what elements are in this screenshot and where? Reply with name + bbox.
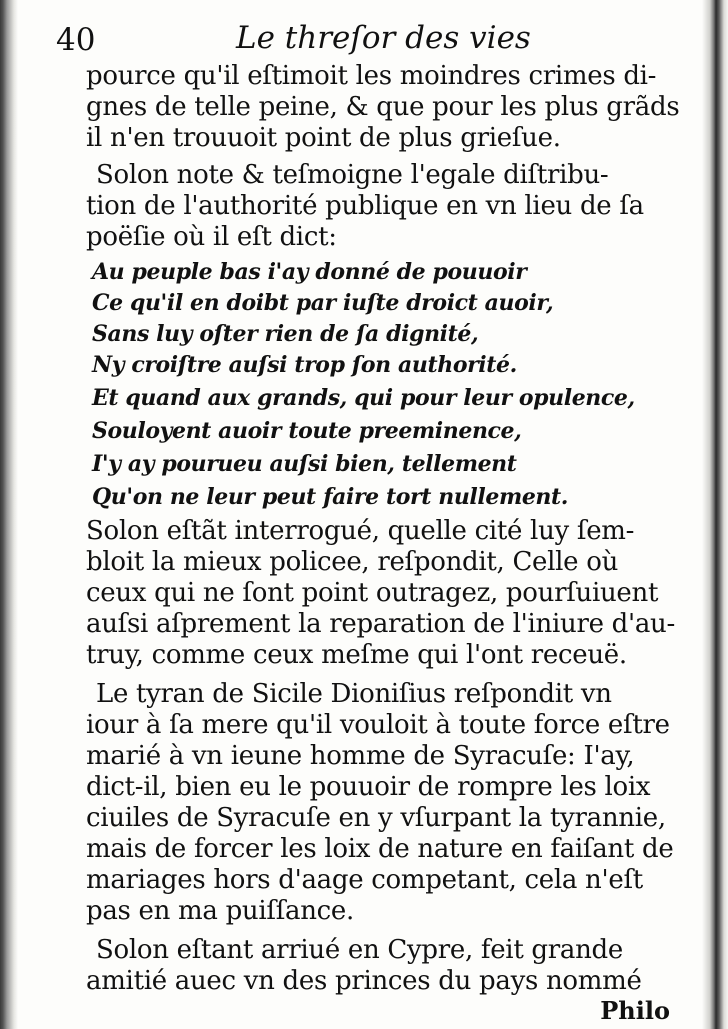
text-line: mais de forcer les loix de nature en faiſant de bbox=[86, 834, 674, 864]
catchword: Philo bbox=[600, 996, 670, 1025]
text-line: auſsi aſprement la reparation de l'iniure d'au- bbox=[86, 609, 675, 639]
text-line: gnes de telle peine, & que pour les plus grãds bbox=[86, 92, 680, 122]
text-line: ciuiles de Syracuſe en y vſurpant la tyrannie, bbox=[86, 803, 666, 833]
text-line: amitié auec vn des princes du pays nommé bbox=[86, 966, 642, 996]
verse-line: Et quand aux grands, qui pour leur opulence, bbox=[92, 385, 635, 411]
text-line: Solon note & teſmoigne l'egale diſtribu- bbox=[96, 160, 609, 190]
running-header bbox=[56, 20, 656, 60]
verse-line: Sans luy oſter rien de ſa dignité, bbox=[92, 321, 479, 347]
running-title: Le threſor des vies bbox=[236, 20, 531, 56]
verse-line: Ce qu'il en doibt par iuſte droict auoir, bbox=[92, 290, 554, 316]
text-line: pas en ma puiſſance. bbox=[86, 896, 354, 926]
text-line: poëſie où il eſt dict: bbox=[86, 222, 337, 252]
text-line: ceux qui ne ſont point outragez, pourſuiuent bbox=[86, 578, 659, 608]
verse-line: I'y ay pourueu auſsi bien, tellement bbox=[92, 451, 517, 477]
text-line: iour à ſa mere qu'il vouloit à toute force eſtre bbox=[86, 710, 670, 740]
text-line: Solon eſtant arriué en Cypre, feit grande bbox=[96, 935, 623, 965]
verse-line: Souloyent auoir toute preeminence, bbox=[92, 418, 522, 444]
text-line: pource qu'il eſtimoit les moindres crimes di- bbox=[86, 61, 657, 91]
text-line: Le tyran de Sicile Dioniſius reſpondit vn bbox=[96, 679, 612, 709]
verse-line: Qu'on ne leur peut faire tort nullement. bbox=[92, 484, 569, 510]
text-line: mariages hors d'aage competant, cela n'eſt bbox=[86, 865, 643, 895]
text-line: Solon eſtãt interrogué, quelle cité luy ſem- bbox=[86, 516, 635, 546]
page-gutter-right bbox=[702, 0, 728, 1029]
verse-line: Au peuple bas i'ay donné de pouuoir bbox=[92, 259, 527, 285]
text-line: il n'en trouuoit point de plus grieſue. bbox=[86, 123, 561, 153]
text-line: marié à vn ieune homme de Syracuſe: I'ay, bbox=[86, 741, 635, 771]
verse-line: Ny croiſtre auſsi trop ſon authorité. bbox=[92, 352, 517, 378]
page-gutter-left bbox=[0, 0, 18, 1029]
text-line: dict-il, bien eu le pouuoir de rompre les loix bbox=[86, 772, 651, 802]
page-number: 40 bbox=[56, 22, 96, 58]
text-line: bloit la mieux policee, reſpondit, Celle où bbox=[86, 547, 619, 577]
text-line: truy, comme ceux meſme qui l'ont receuë. bbox=[86, 640, 627, 670]
text-line: tion de l'authorité publique en vn lieu de ſa bbox=[86, 191, 644, 221]
